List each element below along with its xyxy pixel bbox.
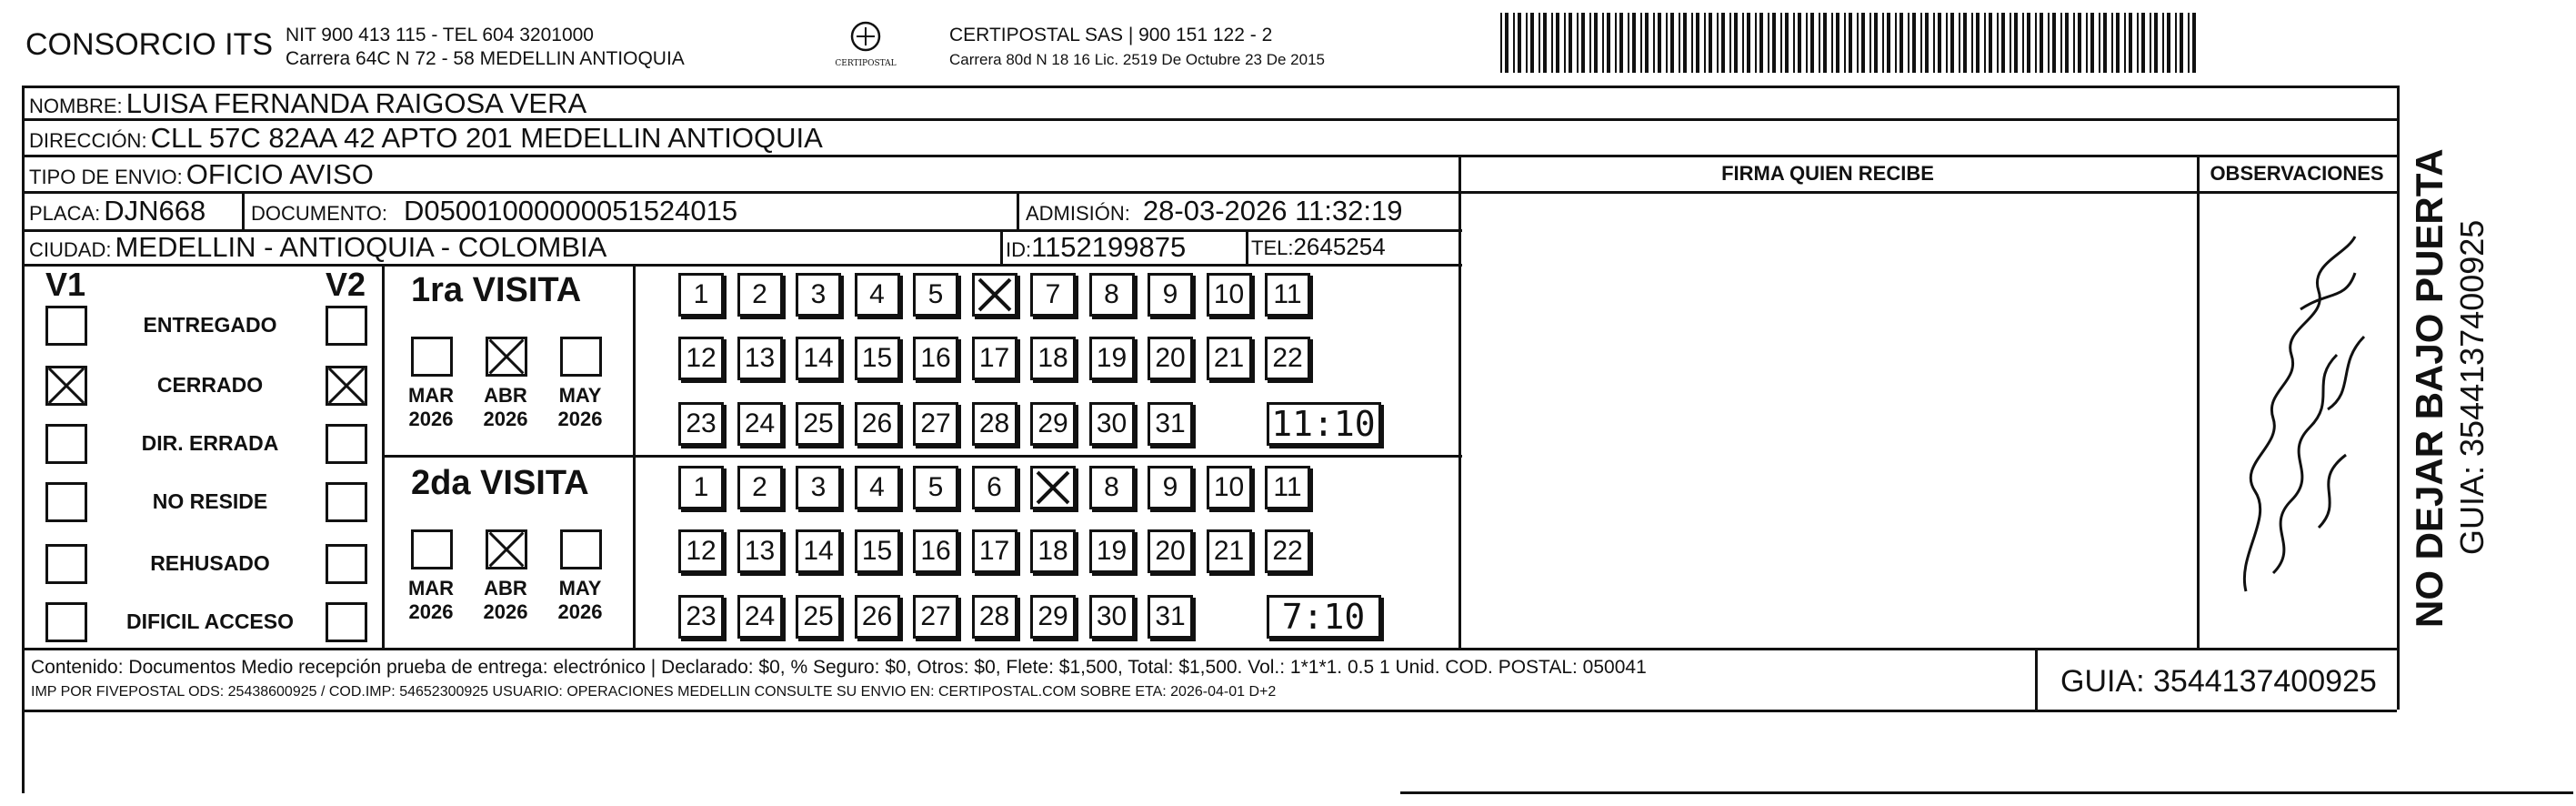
direccion-field: DIRECCIÓN: CLL 57C 82AA 42 APTO 201 MEDELLIN ANTIOQUIA xyxy=(29,122,823,154)
visit-time: 11:10 xyxy=(1267,402,1381,446)
day-box[interactable]: 13 xyxy=(737,529,783,573)
month-label: ABR 2026 xyxy=(483,384,528,430)
day-box[interactable]: 21 xyxy=(1207,529,1252,573)
footer-imp: IMP POR FIVEPOSTAL ODS: 25438600925 / COD.IMP: 54652300925 USUARIO: OPERACIONES MEDELLIN CONSULTE SU ENVIO EN: CERTIPOSTAL.COM SOBRE ETA: 2026-04-01 D+2 xyxy=(31,684,1277,700)
day-box[interactable]: 13 xyxy=(737,337,783,380)
certipostal-info: CERTIPOSTAL SAS | 900 151 122 - 2 xyxy=(949,25,1273,45)
day-box[interactable]: 30 xyxy=(1089,402,1135,446)
day-box[interactable]: 8 xyxy=(1089,466,1135,509)
day-box[interactable]: 1 xyxy=(678,273,724,317)
day-box[interactable]: 19 xyxy=(1089,529,1135,573)
day-box[interactable] xyxy=(1030,466,1076,509)
day-box[interactable]: 30 xyxy=(1089,595,1135,639)
day-box[interactable]: 11 xyxy=(1265,466,1310,509)
day-box[interactable]: 4 xyxy=(855,466,900,509)
admision-field: ADMISIÓN: 28-03-2026 11:32:19 xyxy=(1026,195,1403,227)
month-checkbox[interactable] xyxy=(560,529,602,569)
day-box[interactable]: 18 xyxy=(1030,529,1076,573)
svg-text:CERTIPOSTAL: CERTIPOSTAL xyxy=(835,59,897,68)
company-nit: NIT 900 413 115 - TEL 604 3201000 xyxy=(286,25,594,45)
certipostal-logo xyxy=(833,20,898,71)
day-box[interactable]: 4 xyxy=(855,273,900,317)
nombre-field: NOMBRE: LUISA FERNANDA RAIGOSA VERA xyxy=(29,87,587,119)
day-box[interactable]: 1 xyxy=(678,466,724,509)
barcode xyxy=(1500,13,2200,73)
month-checkbox[interactable] xyxy=(486,529,527,569)
day-box[interactable]: 26 xyxy=(855,595,900,639)
v2-checkbox[interactable] xyxy=(326,482,367,522)
month-label: MAR 2026 xyxy=(407,577,455,623)
day-box[interactable]: 31 xyxy=(1148,402,1193,446)
month-checkbox[interactable] xyxy=(411,337,453,377)
day-box[interactable]: 12 xyxy=(678,337,724,380)
day-box[interactable]: 22 xyxy=(1265,337,1310,380)
admision-value: 28-03-2026 11:32:19 xyxy=(1142,195,1403,227)
day-box[interactable]: 9 xyxy=(1148,466,1193,509)
day-box[interactable]: 5 xyxy=(913,466,958,509)
day-box[interactable]: 15 xyxy=(855,337,900,380)
day-box[interactable]: 20 xyxy=(1148,529,1193,573)
visit2-title: 2da VISITA xyxy=(411,464,589,502)
visit-time: 7:10 xyxy=(1267,595,1381,639)
placa-field: PLACA: DJN668 xyxy=(29,195,206,227)
day-box[interactable]: 25 xyxy=(796,402,841,446)
day-box[interactable]: 12 xyxy=(678,529,724,573)
day-box[interactable]: 19 xyxy=(1089,337,1135,380)
status-label: DIR. ERRADA xyxy=(141,431,279,455)
day-box[interactable]: 29 xyxy=(1030,402,1076,446)
day-box[interactable]: 6 xyxy=(972,466,1017,509)
v1-header: V1 xyxy=(45,266,86,303)
side-guia: GUIA: 3544137400925 xyxy=(2453,219,2491,555)
day-box[interactable]: 10 xyxy=(1207,466,1252,509)
day-box[interactable]: 10 xyxy=(1207,273,1252,317)
month-checkbox[interactable] xyxy=(560,337,602,377)
v2-checkbox[interactable] xyxy=(326,306,367,346)
observaciones-header: OBSERVACIONES xyxy=(2210,162,2384,185)
day-box[interactable]: 20 xyxy=(1148,337,1193,380)
day-box[interactable]: 21 xyxy=(1207,337,1252,380)
day-box[interactable]: 23 xyxy=(678,595,724,639)
day-box[interactable]: 14 xyxy=(796,529,841,573)
month-checkbox[interactable] xyxy=(486,337,527,377)
day-box[interactable]: 8 xyxy=(1089,273,1135,317)
ciudad-field: CIUDAD: MEDELLIN - ANTIOQUIA - COLOMBIA xyxy=(29,231,607,263)
company-name: CONSORCIO ITS xyxy=(25,27,274,62)
v2-checkbox[interactable] xyxy=(326,366,367,406)
v2-header: V2 xyxy=(326,266,366,303)
footer-contenido: Contenido: Documentos Medio recepción prueba de entrega: electrónico | Declarado: $0, % Seguro: $0, Otros: $0, Flete: $1,500, Total: $1,500. Vol.: 1*1*1. 0.5 1 Unid. COD. POSTAL: 050041 xyxy=(31,657,1647,678)
v1-checkbox[interactable] xyxy=(45,602,87,642)
v2-checkbox[interactable] xyxy=(326,544,367,584)
v1-checkbox[interactable] xyxy=(45,544,87,584)
day-box[interactable] xyxy=(972,273,1017,317)
day-box[interactable]: 24 xyxy=(737,402,783,446)
nombre-value: LUISA FERNANDA RAIGOSA VERA xyxy=(125,87,587,119)
visit1-title: 1ra VISITA xyxy=(411,271,582,309)
day-box[interactable]: 7 xyxy=(1030,273,1076,317)
documento-value: D05001000000051524015 xyxy=(403,195,738,227)
ciudad-value: MEDELLIN - ANTIOQUIA - COLOMBIA xyxy=(115,231,607,263)
month-label: ABR 2026 xyxy=(483,577,528,623)
v2-checkbox[interactable] xyxy=(326,602,367,642)
day-box[interactable]: 3 xyxy=(796,273,841,317)
day-box[interactable]: 11 xyxy=(1265,273,1310,317)
status-label: DIFICIL ACCESO xyxy=(125,610,294,633)
documento-field: DOCUMENTO: D05001000000051524015 xyxy=(251,195,738,227)
month-label: MAR 2026 xyxy=(407,384,455,430)
status-label: REHUSADO xyxy=(150,551,270,575)
company-address: Carrera 64C N 72 - 58 MEDELLIN ANTIOQUIA xyxy=(286,48,685,69)
day-box[interactable]: 24 xyxy=(737,595,783,639)
day-box[interactable]: 27 xyxy=(913,595,958,639)
status-label: NO RESIDE xyxy=(152,489,268,513)
placa-value: DJN668 xyxy=(104,195,206,227)
day-box[interactable]: 5 xyxy=(913,273,958,317)
tipo-envio-field: TIPO DE ENVIO: OFICIO AVISO xyxy=(29,158,374,190)
certipostal-license: Carrera 80d N 18 16 Lic. 2519 De Octubre 23 De 2015 xyxy=(949,51,1325,68)
v1-checkbox[interactable] xyxy=(45,424,87,464)
day-box[interactable]: 28 xyxy=(972,595,1017,639)
day-box[interactable]: 16 xyxy=(913,337,958,380)
day-box[interactable]: 26 xyxy=(855,402,900,446)
day-box[interactable]: 17 xyxy=(972,529,1017,573)
direccion-value: CLL 57C 82AA 42 APTO 201 MEDELLIN ANTIOQUIA xyxy=(150,122,823,154)
day-box[interactable]: 31 xyxy=(1148,595,1193,639)
id-value: 1152199875 xyxy=(1031,231,1187,263)
tel-value: 2645254 xyxy=(1293,233,1386,260)
day-box[interactable]: 14 xyxy=(796,337,841,380)
day-box[interactable]: 15 xyxy=(855,529,900,573)
v1-checkbox[interactable] xyxy=(45,306,87,346)
day-box[interactable]: 22 xyxy=(1265,529,1310,573)
id-field: ID:1152199875 xyxy=(1006,231,1187,263)
day-box[interactable]: 17 xyxy=(972,337,1017,380)
firma-header: FIRMA QUIEN RECIBE xyxy=(1721,162,1934,185)
v2-checkbox[interactable] xyxy=(326,424,367,464)
day-box[interactable]: 9 xyxy=(1148,273,1193,317)
day-box[interactable]: 29 xyxy=(1030,595,1076,639)
status-label: CERRADO xyxy=(156,373,264,397)
tel-field: TEL:2645254 xyxy=(1251,233,1386,260)
month-checkbox[interactable] xyxy=(411,529,453,569)
tipo-envio-value: OFICIO AVISO xyxy=(185,158,374,190)
month-label: MAY 2026 xyxy=(557,384,603,430)
day-box[interactable]: 28 xyxy=(972,402,1017,446)
no-dejar-bajo-puerta: NO DEJAR BAJO PUERTA xyxy=(2408,148,2451,628)
day-box[interactable]: 25 xyxy=(796,595,841,639)
day-box[interactable]: 16 xyxy=(913,529,958,573)
footer-guia: GUIA: 3544137400925 xyxy=(2060,664,2377,699)
day-box[interactable]: 27 xyxy=(913,402,958,446)
day-box[interactable]: 3 xyxy=(796,466,841,509)
month-label: MAY 2026 xyxy=(557,577,603,623)
day-box[interactable]: 23 xyxy=(678,402,724,446)
status-label: ENTREGADO xyxy=(143,313,277,337)
v1-checkbox[interactable] xyxy=(45,482,87,522)
v1-checkbox[interactable] xyxy=(45,366,87,406)
day-box[interactable]: 2 xyxy=(737,466,783,509)
day-box[interactable]: 2 xyxy=(737,273,783,317)
day-box[interactable]: 18 xyxy=(1030,337,1076,380)
signature xyxy=(2219,227,2382,610)
